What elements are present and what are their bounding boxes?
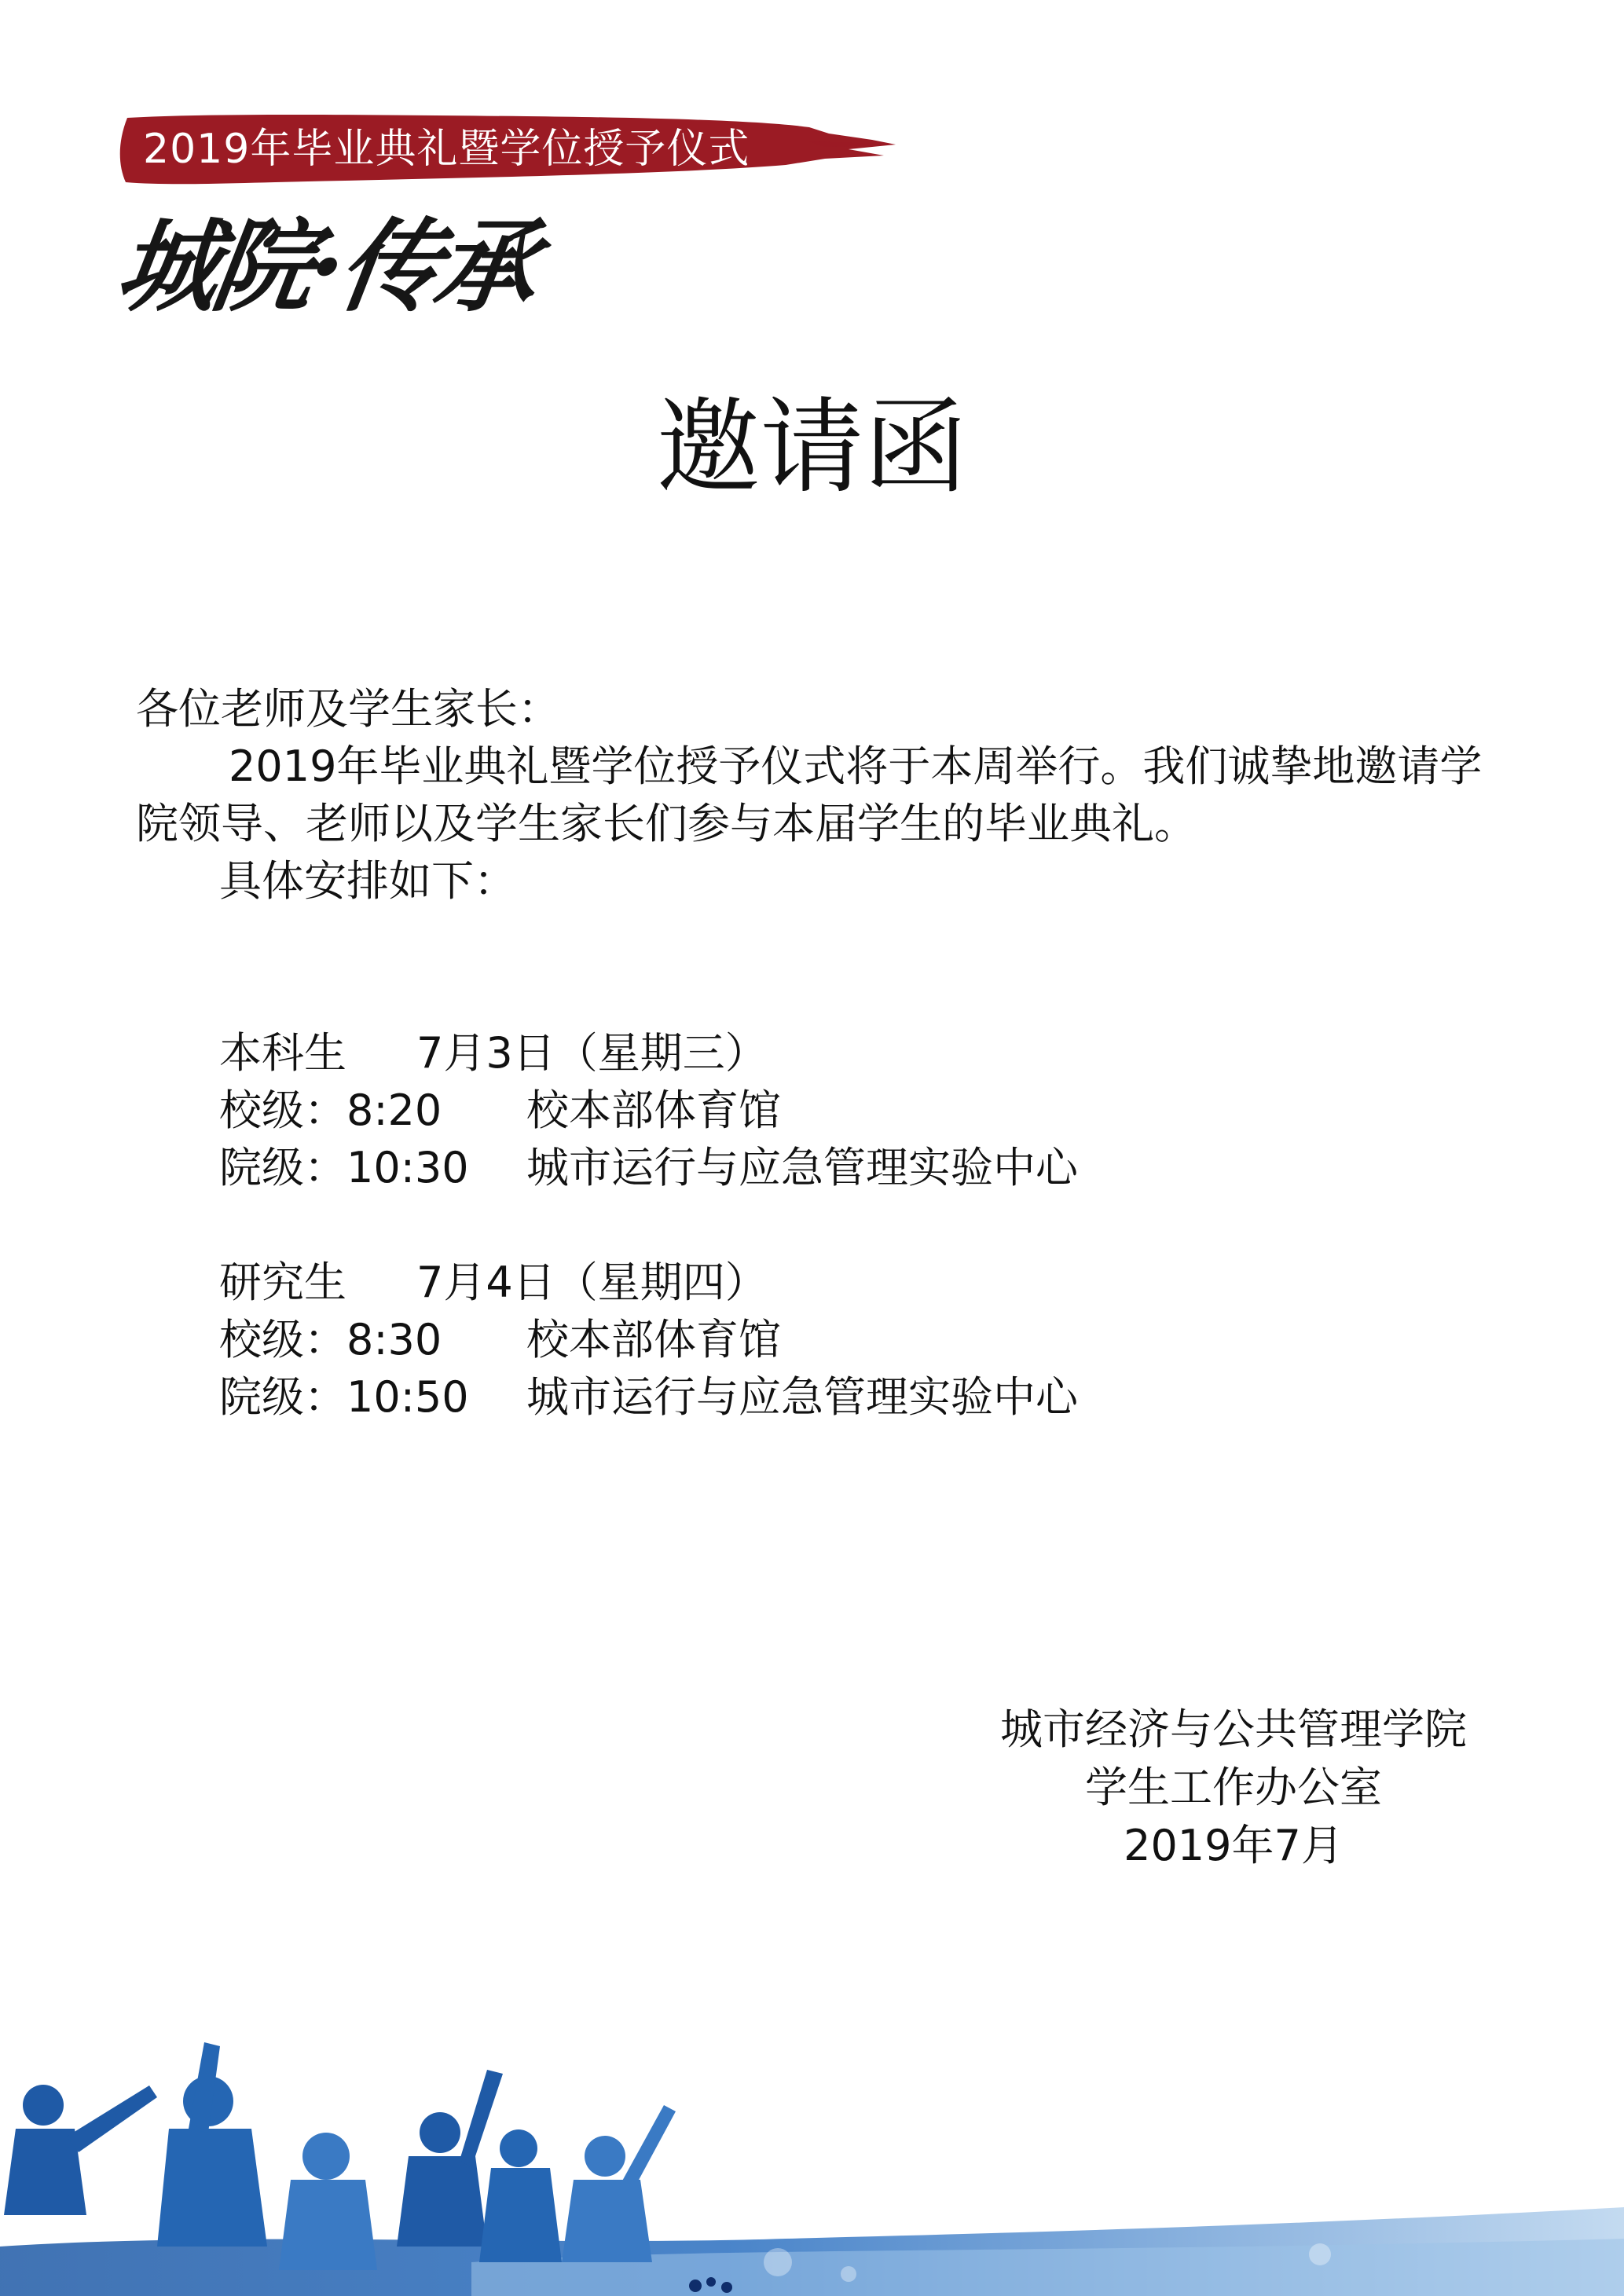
schedule-venue: 校本部体育馆 [526, 1315, 781, 1364]
invitation-paragraph: 2019年毕业典礼暨学位授予仪式将于本周举行。我们诚挚地邀请学院领导、老师以及学生家长们参与本届学生的毕业典礼。 [136, 742, 1483, 848]
logo-calligraphy: 城院·传承 [109, 208, 541, 326]
schedule-time: 院级：10:30 [219, 1143, 469, 1192]
schedule-intro: 具体安排如下： [219, 856, 516, 906]
signature-date: 2019年7月 [1124, 1821, 1344, 1870]
schedule-time: 院级：10:50 [219, 1372, 469, 1422]
schedule-venue: 城市运行与应急管理实验中心 [526, 1372, 1078, 1422]
schedule-venue: 校本部体育馆 [526, 1086, 781, 1135]
schedule-venue: 城市运行与应急管理实验中心 [526, 1143, 1078, 1192]
header-banner [118, 110, 896, 189]
salutation: 各位老师及学生家长： [136, 684, 560, 734]
schedule-group: 本科生 [219, 1028, 346, 1078]
signature-office: 学生工作办公室 [1085, 1763, 1382, 1812]
signature-org: 城市经济与公共管理学院 [1000, 1705, 1467, 1754]
schedule-time: 校级：8:30 [219, 1315, 442, 1364]
schedule-date: 7月4日（星期四） [416, 1258, 768, 1307]
page-title: 邀请函 [656, 387, 968, 508]
schedule-group: 研究生 [219, 1258, 346, 1307]
footer-crowd-illustration [0, 2011, 1624, 2296]
banner-title: 2019年毕业典礼暨学位授予仪式 [143, 126, 750, 173]
signature-block [927, 1701, 1540, 1875]
schedule-time: 校级：8:20 [219, 1086, 442, 1135]
schedule-date: 7月3日（星期三） [416, 1028, 768, 1078]
